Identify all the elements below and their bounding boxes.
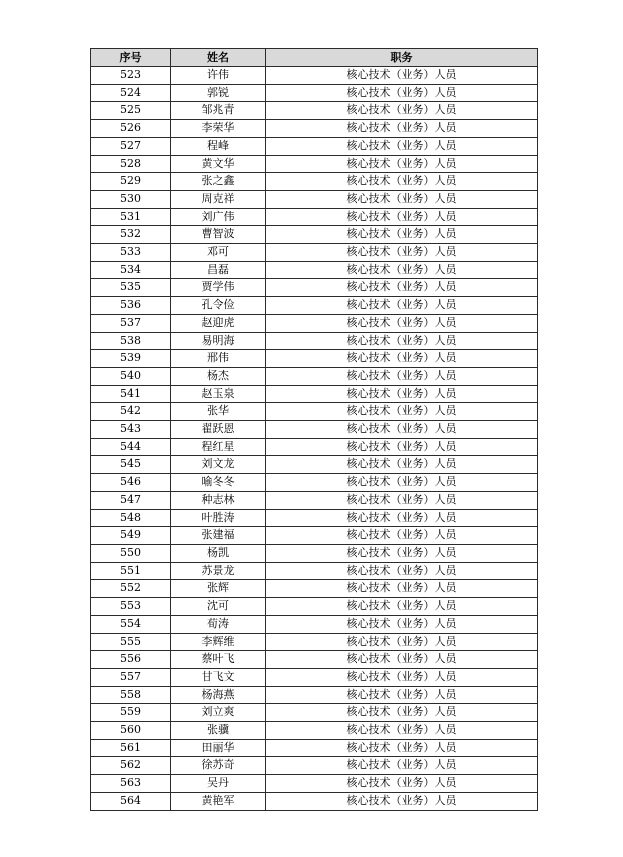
- cell-title: 核心技术（业务）人员: [266, 137, 538, 155]
- table-row: [91, 155, 538, 173]
- table-row: [91, 509, 538, 527]
- cell-no: 561: [91, 739, 171, 757]
- table-row: [91, 279, 538, 297]
- cell-title: 核心技术（业务）人员: [266, 226, 538, 244]
- cell-title: 核心技术（业务）人员: [266, 668, 538, 686]
- table-row: [91, 350, 538, 368]
- cell-name: 赵玉泉: [171, 385, 266, 403]
- cell-no: 545: [91, 456, 171, 474]
- personnel-table: [90, 48, 538, 811]
- cell-title: 核心技术（业务）人员: [266, 580, 538, 598]
- cell-no: 536: [91, 297, 171, 315]
- table-row: [91, 438, 538, 456]
- cell-name: 杨杰: [171, 367, 266, 385]
- cell-name: 周克祥: [171, 190, 266, 208]
- cell-no: 548: [91, 509, 171, 527]
- table-row: [91, 722, 538, 740]
- cell-name: 甘飞文: [171, 668, 266, 686]
- column-header-title: 职务: [266, 49, 538, 67]
- table-row: [91, 792, 538, 810]
- cell-name: 孔令俭: [171, 297, 266, 315]
- table-row: [91, 562, 538, 580]
- cell-no: 533: [91, 244, 171, 262]
- cell-name: 翟跃恩: [171, 421, 266, 439]
- table-row: [91, 739, 538, 757]
- cell-name: 昌磊: [171, 261, 266, 279]
- cell-title: 核心技术（业务）人员: [266, 314, 538, 332]
- table-row: [91, 208, 538, 226]
- table-row: [91, 544, 538, 562]
- cell-title: 核心技术（业务）人员: [266, 792, 538, 810]
- cell-title: 核心技术（业务）人员: [266, 120, 538, 138]
- table-row: [91, 173, 538, 191]
- cell-name: 沈可: [171, 598, 266, 616]
- cell-no: 553: [91, 598, 171, 616]
- cell-title: 核心技术（业务）人员: [266, 84, 538, 102]
- cell-name: 许伟: [171, 67, 266, 85]
- cell-title: 核心技术（业务）人员: [266, 757, 538, 775]
- table-row: [91, 527, 538, 545]
- table-body: [91, 67, 538, 811]
- table-row: [91, 403, 538, 421]
- table-row: [91, 137, 538, 155]
- cell-title: 核心技术（业务）人员: [266, 509, 538, 527]
- cell-no: 532: [91, 226, 171, 244]
- table-row: [91, 651, 538, 669]
- cell-no: 555: [91, 633, 171, 651]
- cell-no: 524: [91, 84, 171, 102]
- cell-name: 赵迎虎: [171, 314, 266, 332]
- cell-no: 523: [91, 67, 171, 85]
- table-row: [91, 385, 538, 403]
- table-row: [91, 332, 538, 350]
- cell-name: 张建福: [171, 527, 266, 545]
- cell-title: 核心技术（业务）人员: [266, 155, 538, 173]
- cell-title: 核心技术（业务）人员: [266, 385, 538, 403]
- table-row: [91, 421, 538, 439]
- cell-name: 吴丹: [171, 775, 266, 793]
- table-header-row: [91, 49, 538, 67]
- cell-no: 556: [91, 651, 171, 669]
- cell-title: 核心技术（业务）人员: [266, 615, 538, 633]
- cell-name: 易明海: [171, 332, 266, 350]
- table-row: [91, 297, 538, 315]
- table-row: [91, 757, 538, 775]
- table-row: [91, 314, 538, 332]
- cell-title: 核心技术（业务）人员: [266, 633, 538, 651]
- cell-title: 核心技术（业务）人员: [266, 332, 538, 350]
- cell-name: 邹兆青: [171, 102, 266, 120]
- table-row: [91, 474, 538, 492]
- cell-no: 528: [91, 155, 171, 173]
- cell-title: 核心技术（业务）人员: [266, 474, 538, 492]
- cell-no: 535: [91, 279, 171, 297]
- cell-name: 邓可: [171, 244, 266, 262]
- cell-name: 刘广伟: [171, 208, 266, 226]
- cell-title: 核心技术（业务）人员: [266, 739, 538, 757]
- cell-name: 杨凯: [171, 544, 266, 562]
- cell-name: 田丽华: [171, 739, 266, 757]
- cell-title: 核心技术（业务）人员: [266, 722, 538, 740]
- cell-title: 核心技术（业务）人员: [266, 279, 538, 297]
- cell-name: 郭锐: [171, 84, 266, 102]
- cell-no: 542: [91, 403, 171, 421]
- cell-title: 核心技术（业务）人员: [266, 367, 538, 385]
- cell-title: 核心技术（业务）人员: [266, 491, 538, 509]
- cell-name: 张骥: [171, 722, 266, 740]
- cell-title: 核心技术（业务）人员: [266, 456, 538, 474]
- cell-no: 529: [91, 173, 171, 191]
- cell-title: 核心技术（业务）人员: [266, 651, 538, 669]
- cell-name: 蔡叶飞: [171, 651, 266, 669]
- cell-name: 种志林: [171, 491, 266, 509]
- cell-title: 核心技术（业务）人员: [266, 208, 538, 226]
- cell-title: 核心技术（业务）人员: [266, 562, 538, 580]
- cell-no: 549: [91, 527, 171, 545]
- table-row: [91, 704, 538, 722]
- table-row: [91, 668, 538, 686]
- cell-title: 核心技术（业务）人员: [266, 686, 538, 704]
- cell-no: 560: [91, 722, 171, 740]
- table-row: [91, 67, 538, 85]
- cell-title: 核心技术（业务）人员: [266, 403, 538, 421]
- cell-title: 核心技术（业务）人员: [266, 527, 538, 545]
- cell-no: 544: [91, 438, 171, 456]
- cell-title: 核心技术（业务）人员: [266, 775, 538, 793]
- table-row: [91, 598, 538, 616]
- cell-no: 557: [91, 668, 171, 686]
- cell-title: 核心技术（业务）人员: [266, 421, 538, 439]
- table-row: [91, 615, 538, 633]
- cell-name: 程红星: [171, 438, 266, 456]
- cell-title: 核心技术（业务）人员: [266, 598, 538, 616]
- cell-title: 核心技术（业务）人员: [266, 350, 538, 368]
- cell-title: 核心技术（业务）人员: [266, 244, 538, 262]
- cell-no: 558: [91, 686, 171, 704]
- cell-name: 荀涛: [171, 615, 266, 633]
- cell-no: 563: [91, 775, 171, 793]
- table-row: [91, 491, 538, 509]
- cell-no: 552: [91, 580, 171, 598]
- table-row: [91, 686, 538, 704]
- cell-name: 徐苏奇: [171, 757, 266, 775]
- cell-no: 547: [91, 491, 171, 509]
- cell-no: 530: [91, 190, 171, 208]
- cell-no: 546: [91, 474, 171, 492]
- cell-name: 刘立爽: [171, 704, 266, 722]
- cell-title: 核心技术（业务）人员: [266, 173, 538, 191]
- table-row: [91, 84, 538, 102]
- cell-no: 562: [91, 757, 171, 775]
- table-row: [91, 244, 538, 262]
- table-row: [91, 102, 538, 120]
- cell-name: 张之鑫: [171, 173, 266, 191]
- cell-name: 张华: [171, 403, 266, 421]
- cell-name: 苏景龙: [171, 562, 266, 580]
- cell-title: 核心技术（业务）人员: [266, 67, 538, 85]
- cell-name: 黄文华: [171, 155, 266, 173]
- cell-no: 527: [91, 137, 171, 155]
- column-header-no: 序号: [91, 49, 171, 67]
- table-row: [91, 633, 538, 651]
- cell-name: 程峰: [171, 137, 266, 155]
- cell-no: 554: [91, 615, 171, 633]
- cell-name: 李辉维: [171, 633, 266, 651]
- column-header-name: 姓名: [171, 49, 266, 67]
- cell-no: 537: [91, 314, 171, 332]
- cell-name: 贾学伟: [171, 279, 266, 297]
- cell-no: 525: [91, 102, 171, 120]
- cell-title: 核心技术（业务）人员: [266, 704, 538, 722]
- cell-title: 核心技术（业务）人员: [266, 438, 538, 456]
- cell-no: 564: [91, 792, 171, 810]
- cell-no: 538: [91, 332, 171, 350]
- cell-name: 邢伟: [171, 350, 266, 368]
- cell-no: 534: [91, 261, 171, 279]
- cell-no: 531: [91, 208, 171, 226]
- table-row: [91, 456, 538, 474]
- cell-name: 黄艳军: [171, 792, 266, 810]
- table-row: [91, 775, 538, 793]
- cell-no: 550: [91, 544, 171, 562]
- table-row: [91, 580, 538, 598]
- table-row: [91, 120, 538, 138]
- table-row: [91, 261, 538, 279]
- cell-no: 526: [91, 120, 171, 138]
- cell-name: 李荣华: [171, 120, 266, 138]
- cell-title: 核心技术（业务）人员: [266, 102, 538, 120]
- cell-name: 张辉: [171, 580, 266, 598]
- cell-name: 曹智波: [171, 226, 266, 244]
- cell-no: 540: [91, 367, 171, 385]
- cell-no: 541: [91, 385, 171, 403]
- table-row: [91, 367, 538, 385]
- cell-no: 559: [91, 704, 171, 722]
- cell-name: 叶胜涛: [171, 509, 266, 527]
- cell-name: 杨海燕: [171, 686, 266, 704]
- cell-no: 543: [91, 421, 171, 439]
- table-row: [91, 226, 538, 244]
- table-row: [91, 190, 538, 208]
- cell-title: 核心技术（业务）人员: [266, 190, 538, 208]
- cell-name: 喻冬冬: [171, 474, 266, 492]
- cell-no: 539: [91, 350, 171, 368]
- cell-title: 核心技术（业务）人员: [266, 297, 538, 315]
- cell-title: 核心技术（业务）人员: [266, 544, 538, 562]
- cell-title: 核心技术（业务）人员: [266, 261, 538, 279]
- cell-no: 551: [91, 562, 171, 580]
- cell-name: 刘文龙: [171, 456, 266, 474]
